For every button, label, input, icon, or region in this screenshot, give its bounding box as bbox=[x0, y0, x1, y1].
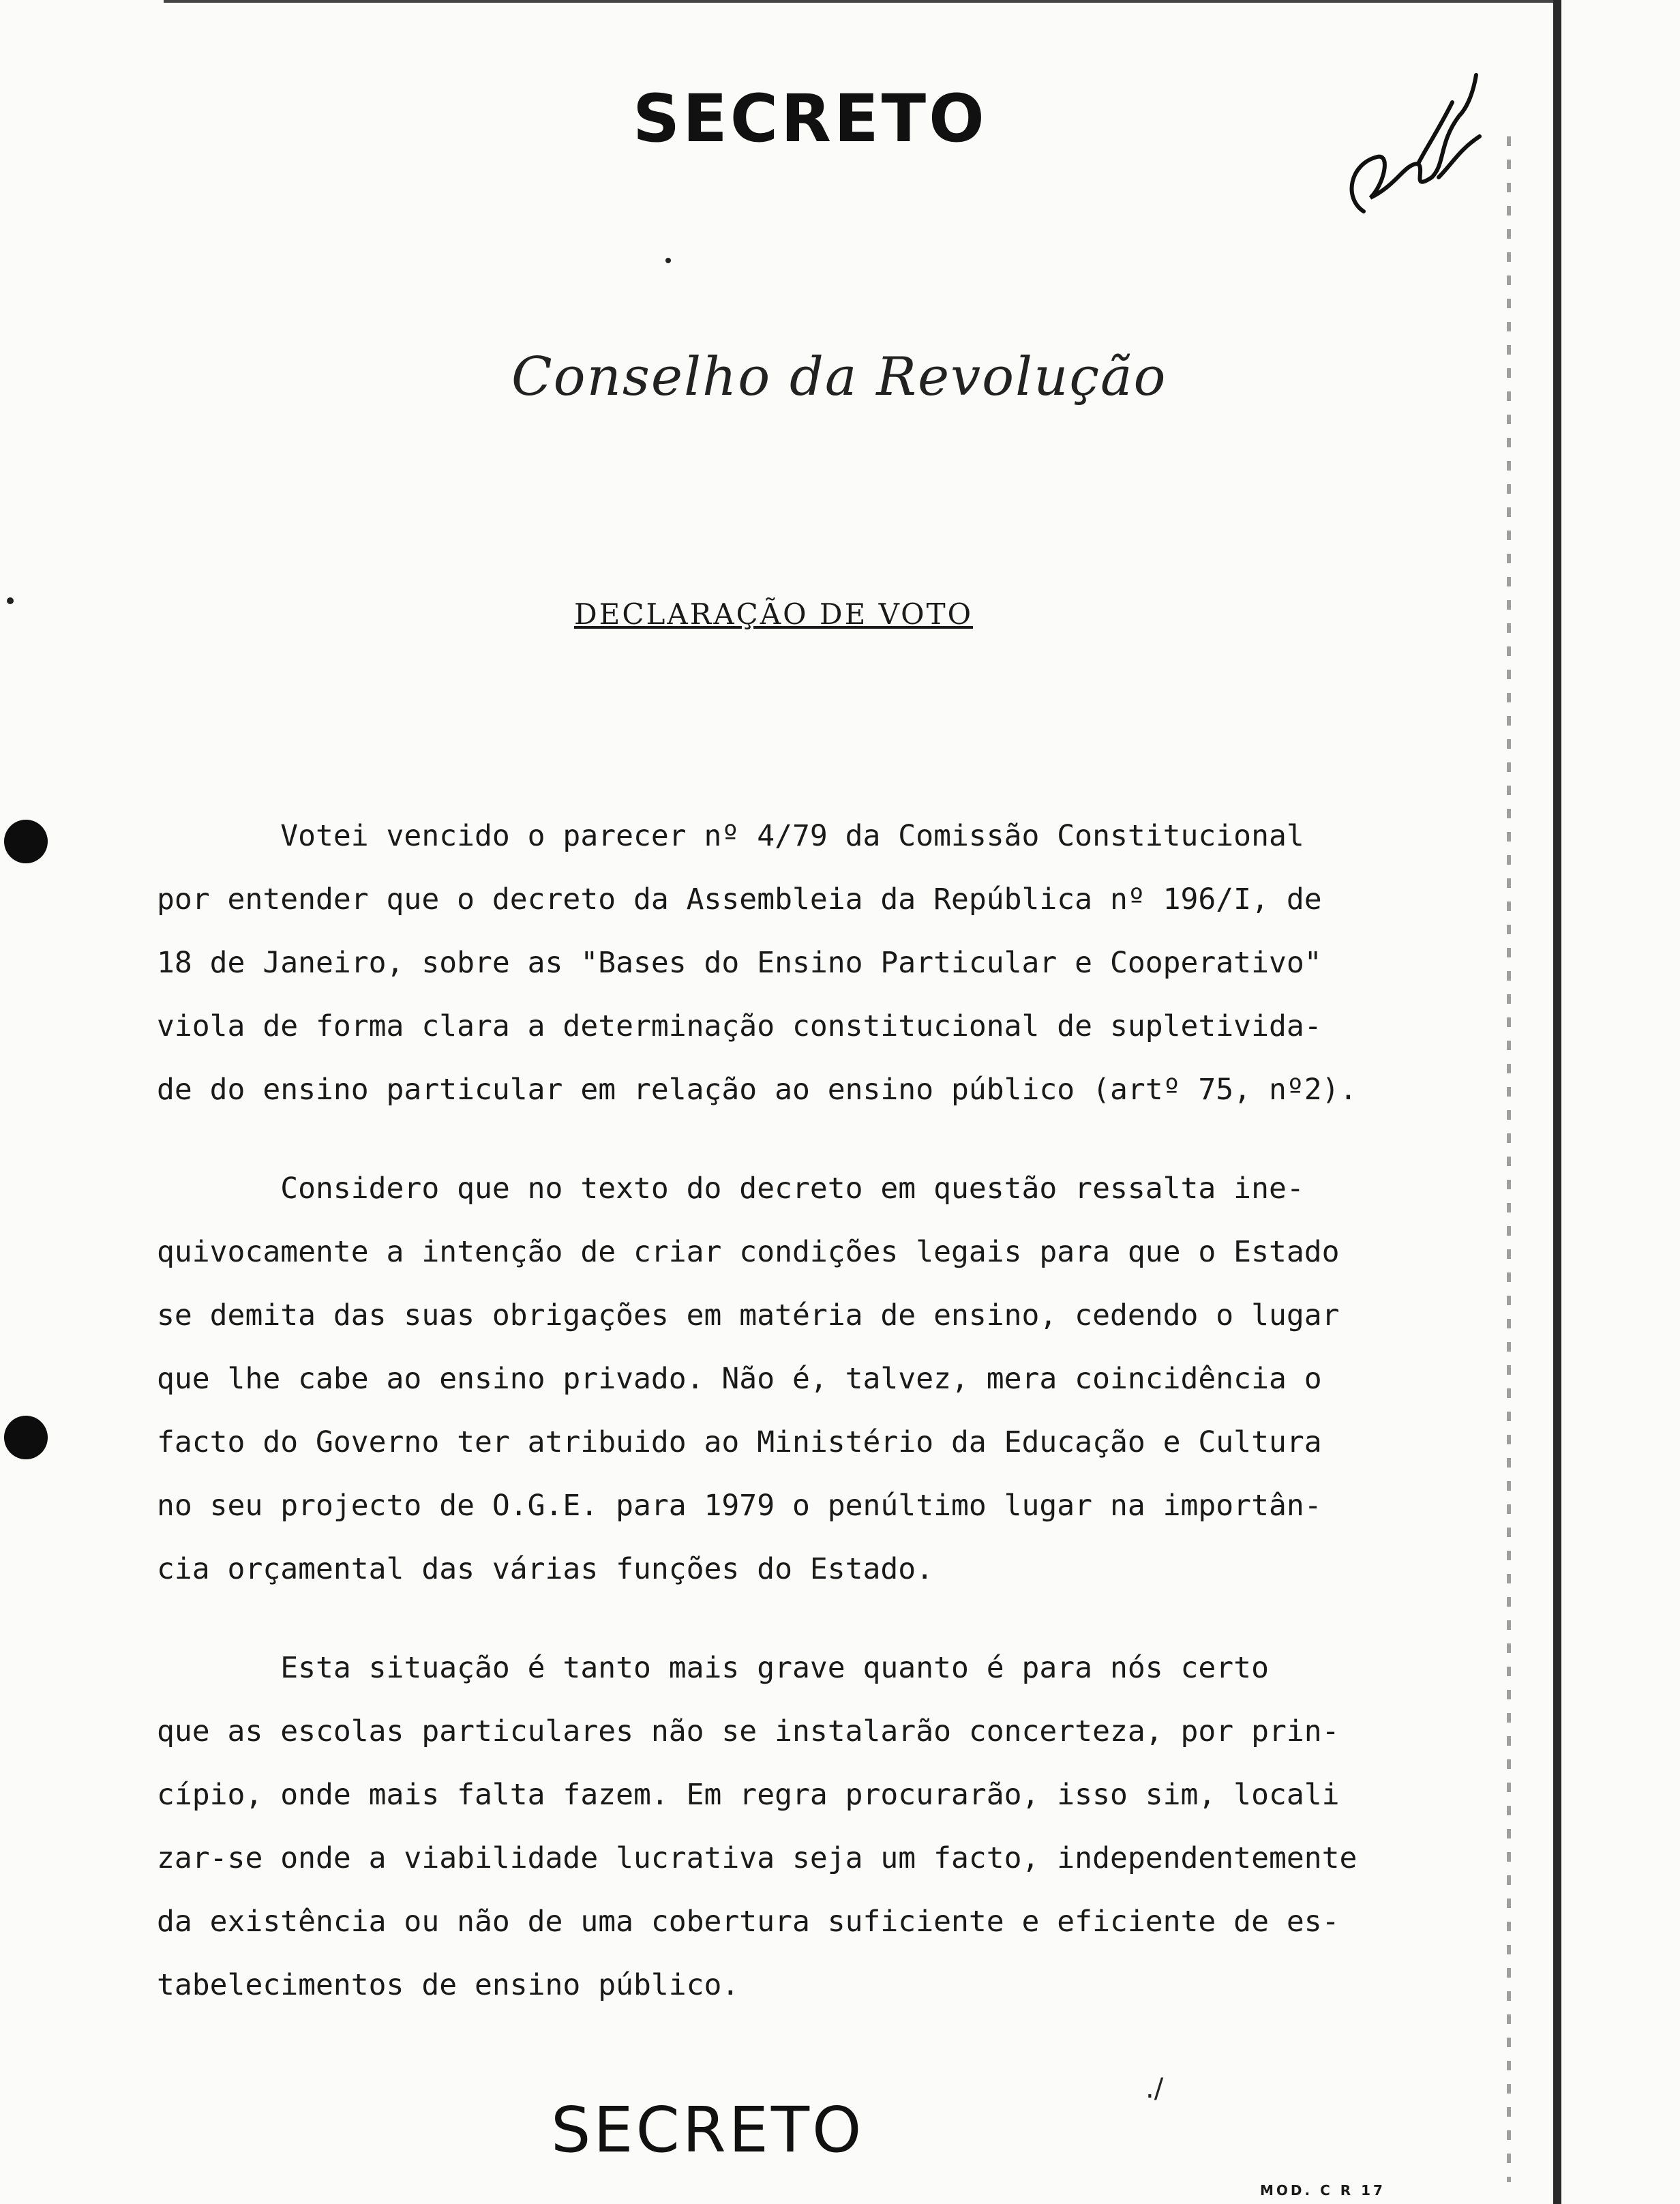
speck bbox=[665, 258, 671, 263]
text-line: Esta situação é tanto mais grave quanto é para nós certo bbox=[157, 1651, 1269, 1685]
text-line: se demita das suas obrigações em matéria de ensino, cedendo o lugar bbox=[157, 1298, 1340, 1332]
page-edge-perforation bbox=[1507, 136, 1511, 2182]
document-body bbox=[157, 805, 1439, 2017]
document-title: DECLARAÇÃO DE VOTO bbox=[574, 597, 974, 631]
text-line: tabelecimentos de ensino público. bbox=[157, 1968, 740, 2002]
secret-stamp-top: SECRETO bbox=[633, 80, 987, 157]
text-line: viola de forma clara a determinação constitucional de supletivida- bbox=[157, 1009, 1322, 1043]
text-line: que lhe cabe ao ensino privado. Não é, talvez, mera coincidência o bbox=[157, 1362, 1322, 1396]
text-line: no seu projecto de O.G.E. para 1979 o penúltimo lugar na importân- bbox=[157, 1489, 1322, 1523]
text-line: zar-se onde a viabilidade lucrativa seja um facto, independentemente bbox=[157, 1841, 1358, 1875]
paragraph-gap bbox=[157, 1122, 1439, 1157]
paragraph-3 bbox=[157, 1637, 1439, 2017]
text-line: 18 de Janeiro, sobre as "Bases do Ensino Particular e Cooperativo" bbox=[157, 946, 1322, 980]
text-line: quivocamente a intenção de criar condições legais para que o Estado bbox=[157, 1235, 1340, 1269]
handwritten-mark: ./ bbox=[1145, 2073, 1164, 2104]
speck bbox=[7, 597, 14, 604]
text-line: cia orçamental das várias funções do Estado. bbox=[157, 1552, 934, 1586]
text-line: de do ensino particular em relação ao ensino público (artº 75, nº2). bbox=[157, 1073, 1358, 1107]
text-line: que as escolas particulares não se instalarão concerteza, por prin- bbox=[157, 1714, 1340, 1748]
form-code: MOD. C R 17 bbox=[1260, 2182, 1385, 2199]
text-line: Votei vencido o parecer nº 4/79 da Comissão Constitucional bbox=[157, 819, 1304, 853]
punch-hole bbox=[4, 1416, 48, 1459]
punch-hole bbox=[4, 820, 48, 863]
text-line: da existência ou não de uma cobertura suficiente e eficiente de es- bbox=[157, 1905, 1340, 1939]
text-line: facto do Governo ter atribuido ao Ministério da Educação e Cultura bbox=[157, 1425, 1322, 1459]
paragraph-1 bbox=[157, 805, 1439, 1122]
text-line: por entender que o decreto da Assembleia da República nº 196/I, de bbox=[157, 882, 1322, 917]
secret-stamp-bottom: SECRETO bbox=[551, 2094, 865, 2166]
text-line: cípio, onde mais falta fazem. Em regra procurarão, isso sim, locali bbox=[157, 1778, 1340, 1812]
page-edge bbox=[1553, 0, 1561, 2204]
paragraph-2 bbox=[157, 1157, 1439, 1601]
paragraph-gap bbox=[157, 1601, 1439, 1637]
page-top-rule bbox=[164, 0, 1555, 3]
text-line: Considero que no texto do decreto em questão ressalta ine- bbox=[157, 1172, 1304, 1206]
letterhead: Conselho da Revolução bbox=[511, 346, 1167, 408]
handwritten-signature bbox=[1336, 61, 1486, 225]
